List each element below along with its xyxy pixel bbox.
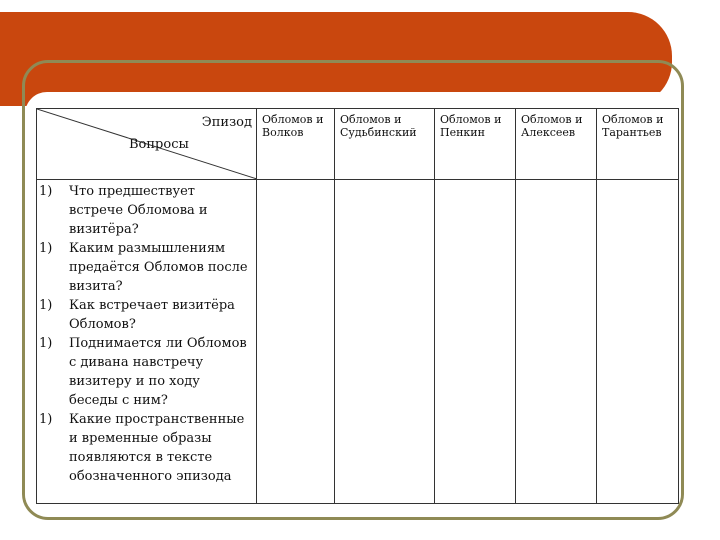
table-header-row [37,109,679,180]
question-item [39,334,256,410]
questions-cell [37,180,257,504]
question-number: 1) [39,412,53,427]
question-item [39,296,256,334]
question-item [39,239,256,296]
column-header-penkin: Обломов и Пенкин [435,109,516,180]
column-header-alekseev: Обломов и Алексеев [516,109,597,180]
question-text: Что предшествует встрече Обломова и визитёра? [69,184,208,237]
questions-list [37,180,256,486]
corner-cell [37,109,257,180]
answer-cell-penkin[interactable] [435,180,516,504]
question-number: 1) [39,241,53,256]
question-number: 1) [39,336,53,351]
column-header-tarantiev: Обломов и Тарантьев [597,109,679,180]
episode-label: Эпизод [201,115,252,130]
question-item [39,410,256,486]
table-body-row [37,180,679,504]
question-text: Поднимается ли Обломов с дивана навстречу визитеру и по ходу беседы с ним? [69,336,247,408]
question-number: 1) [39,184,53,199]
question-text: Какие пространственные и временные образы появляются в тексте обозначенного эпизода [69,412,245,484]
episodes-questions-table [36,108,679,504]
question-text: Каким размышлениям предаётся Обломов после визита? [69,241,248,294]
answer-cell-sudbinsky[interactable] [335,180,435,504]
answer-cell-alekseev[interactable] [516,180,597,504]
answer-cell-tarantiev[interactable] [597,180,679,504]
answer-cell-volkov[interactable] [257,180,335,504]
question-number: 1) [39,298,53,313]
column-header-sudbinsky: Обломов и Судьбинский [335,109,435,180]
column-header-volkov: Обломов и Волков [257,109,335,180]
question-item [39,182,256,239]
questions-label: Вопросы [129,137,189,152]
question-text: Как встречает визитёра Обломов? [69,298,235,332]
